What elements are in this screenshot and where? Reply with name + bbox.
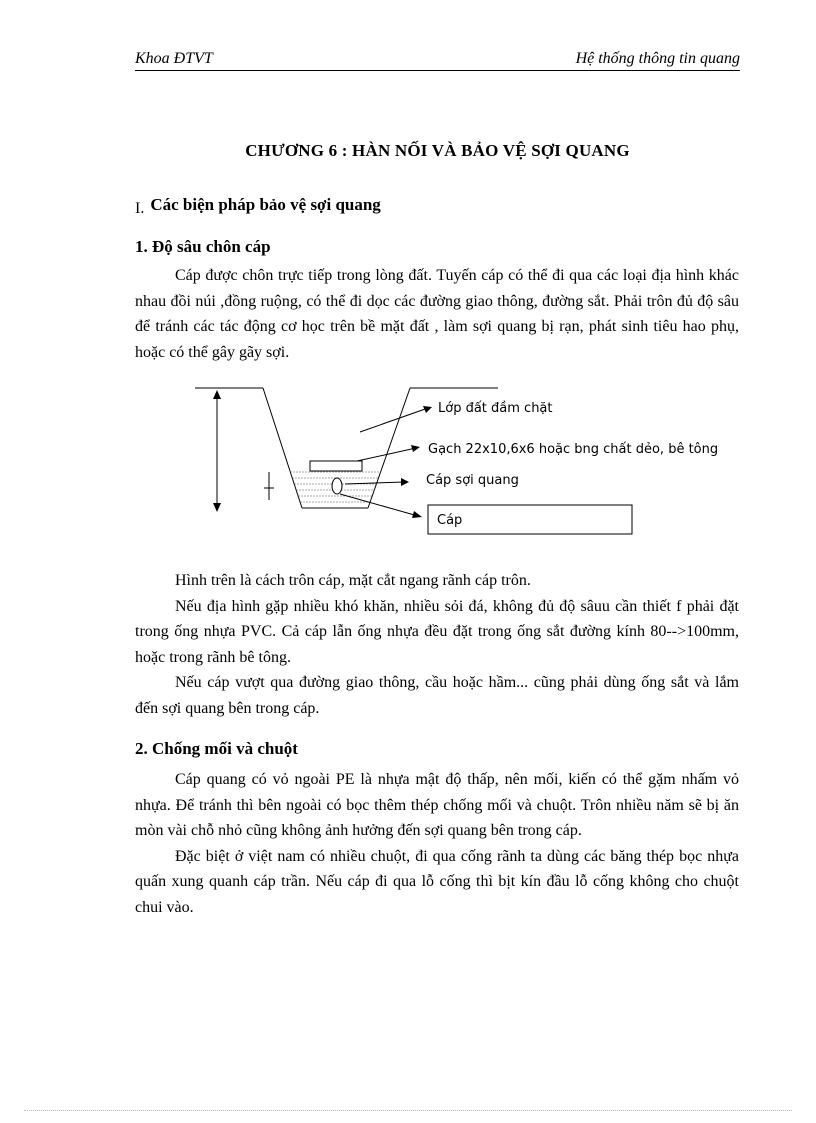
chapter-title: CHƯƠNG 6 : HÀN NỐI VÀ BẢO VỆ SỢI QUANG	[245, 141, 630, 160]
fiber-cable	[332, 478, 342, 494]
label-cable: Cáp	[437, 513, 463, 528]
subsection-heading-pests: 2. Chống mối và chuột	[135, 739, 298, 758]
after-figure-block	[135, 568, 739, 721]
page-bottom-divider	[24, 1110, 792, 1111]
depth-arrow-top	[213, 390, 221, 399]
pests-block	[135, 767, 739, 920]
trench-diagram	[0, 380, 816, 580]
crossing-paragraph: Nếu cáp vượt qua đường giao thông, cầu hoặc hầm... cũng phải dùng ống sắt và lắm đến sợi quang bên trong cáp.	[135, 674, 739, 717]
rat-paragraph: Đặc biệt ở việt nam có nhiều chuột, đi qua cống rãnh ta dùng các băng thép bọc nhựa quấn xung quanh cáp trần. Nếu cáp đi qua lỗ cống thì bịt kín đầu lỗ cống không cho chuột chui vào.	[135, 847, 739, 916]
label-compacted-soil: Lớp đất đầm chặt	[438, 401, 553, 416]
subsection-heading-depth: 1. Độ sâu chôn cáp	[135, 237, 271, 256]
section-heading-text: Các biện pháp bảo vệ sợi quang	[150, 195, 381, 214]
depth-paragraph: Cáp được chôn trực tiếp trong lòng đất. Tuyến cáp có thể đi qua các loại địa hình khác nhau đồi núi ,đồng ruộng, có thể đi dọc các đường giao thông, đường sắt. Phải trôn đủ độ sâu để tránh các tác động cơ học trên bề mặt đất , làm sợi quang bị rạn, phát sinh tiêu hao phụ, hoặc có thể gây gãy sợi.	[135, 267, 739, 361]
depth-arrow-bottom	[213, 503, 221, 512]
label-fiber-cable: Cáp sợi quang	[426, 473, 519, 488]
figure-caption-paragraph: Hình trên là cách trôn cáp, mặt cắt ngang rãnh cáp trôn.	[175, 572, 531, 589]
header-course-title: Hệ thống thông tin quang	[575, 50, 740, 67]
pvc-pipe-paragraph: Nếu địa hình gặp nhiều khó khăn, nhiều sỏi đá, không đủ độ sâuu cần thiết f phải đặt trong ống nhựa PVC. Cả cáp lẫn ống nhựa đều đặt trong ống sắt đường kính 80-->100mm, hoặc trong rãnh bê tông.	[135, 597, 739, 666]
page-header	[135, 50, 740, 71]
termite-paragraph: Cáp quang có vỏ ngoài PE là nhựa mật độ thấp, nên mối, kiến có thể gặm nhấm vỏ nhựa. Để tránh thì bên ngoài có bọc thêm thép chống mối và chuột. Trôn nhiều năm sẽ bị ăn mòn vài chỗ nhỏ cũng không ảnh hưởng đến sợi quang bên trong cáp.	[135, 771, 739, 839]
section-number: I.	[135, 200, 145, 217]
depth-paragraph-block	[135, 263, 739, 365]
section-heading	[135, 195, 381, 215]
protective-brick	[310, 461, 362, 471]
header-department: Khoa ĐTVT	[135, 50, 213, 67]
label-brick: Gạch 22x10,6x6 hoặc bng chất dẻo, bê tông	[428, 442, 719, 457]
